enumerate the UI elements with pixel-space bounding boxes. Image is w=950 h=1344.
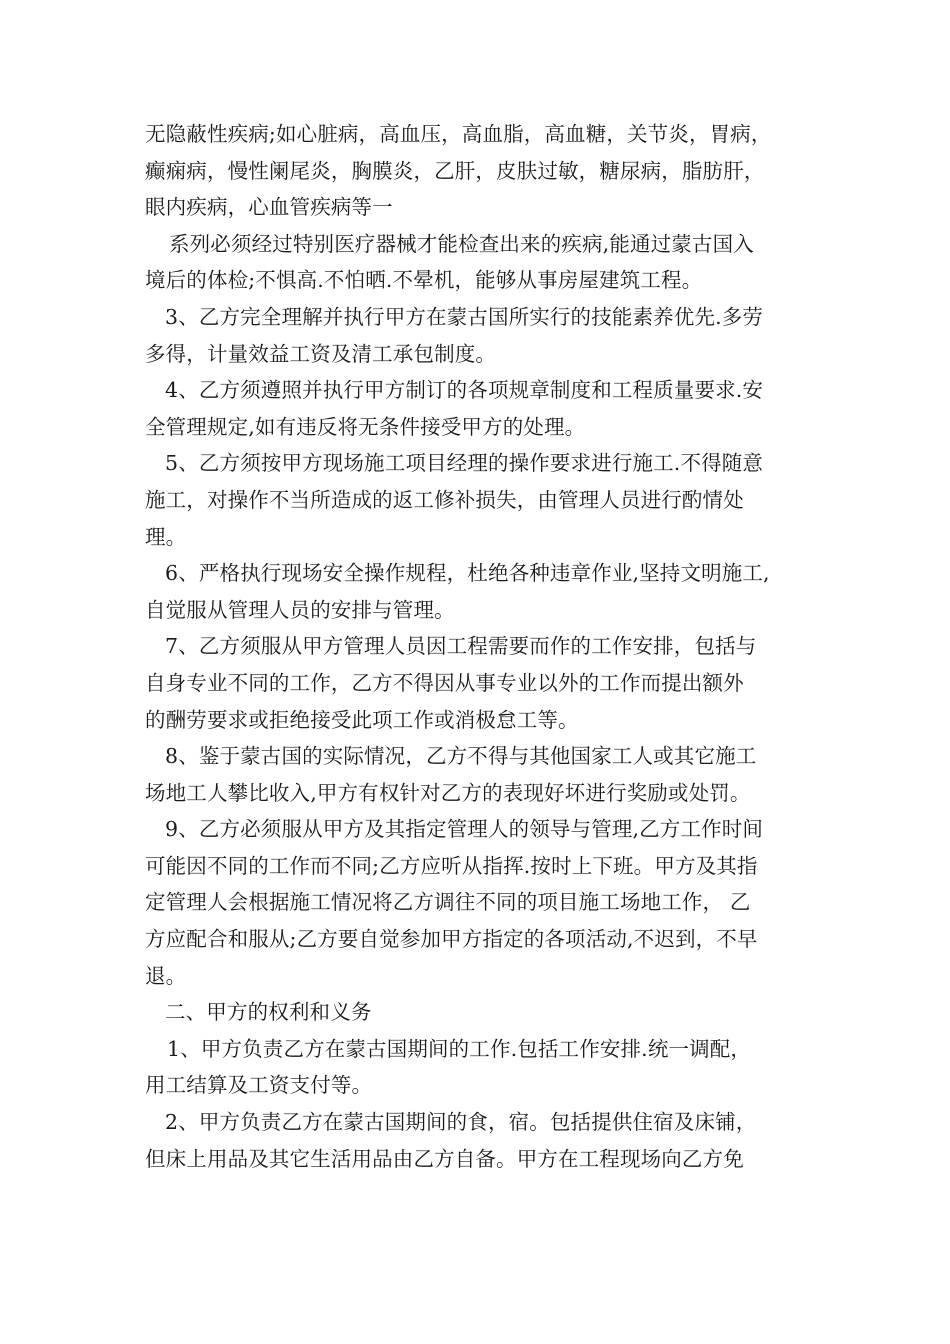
text-line: 用工结算及工资支付等。 xyxy=(145,1073,373,1098)
paragraph-health xyxy=(145,116,817,226)
text-line: 5、乙方须按甲方现场施工项目经理的操作要求进行施工.不得随意 xyxy=(165,451,764,476)
text-line: 癫痫病，慢性阑尾炎，胸膜炎，乙肝，皮肤过敏，糖尿病，脂肪肝， xyxy=(145,158,765,183)
text-line: 9、乙方必须服从甲方及其指定管理人的领导与管理,乙方工作时间 xyxy=(165,817,764,842)
text-line: 6、严格执行现场安全操作规程，杜绝各种违章作业,坚持文明施工, xyxy=(165,561,770,586)
text-line: 可能因不同的工作而不同;乙方应听从指挥.按时上下班。甲方及其指 xyxy=(145,853,758,878)
text-line: 7、乙方须服从甲方管理人员因工程需要而作的工作安排，包括与 xyxy=(165,634,757,659)
text-line: 1、甲方负责乙方在蒙古国期间的工作.包括工作安排.统一调配， xyxy=(167,1036,752,1061)
text-line: 全管理规定,如有违反将无条件接受甲方的处理。 xyxy=(145,414,586,439)
text-line: 4、乙方须遵照并执行甲方制订的各项规章制度和工程质量要求.安 xyxy=(165,378,764,403)
text-line: 无隐蔽性疾病;如心脏病，高血压，高血脂，高血糖，关节炎，胃病， xyxy=(145,122,772,146)
text-line: 定管理人会根据施工情况将乙方调往不同的项目施工场地工作， 乙 xyxy=(145,890,751,915)
text-line: 自身专业不同的工作，乙方不得因从事专业以外的工作而提出额外 xyxy=(145,670,744,695)
paragraph-health-cont xyxy=(145,226,817,299)
text-line: 眼内疾病，心血管疾病等一 xyxy=(145,195,393,220)
text-line: 但床上用品及其它生活用品由乙方自备。甲方在工程现场向乙方免 xyxy=(145,1146,744,1171)
text-line: 自觉服从管理人员的安排与管理。 xyxy=(145,597,455,622)
text-line: 系列必须经过特别医疗器械才能检查出来的疾病,能通过蒙古国入 xyxy=(169,231,754,256)
text-line: 方应配合和服从;乙方要自觉参加甲方指定的各项活动,不迟到，不早 xyxy=(145,927,758,952)
text-line: 8、鉴于蒙古国的实际情况，乙方不得与其他国家工人或其它施工 xyxy=(165,744,757,769)
text-line: 多得，计量效益工资及清工承包制度。 xyxy=(145,341,497,366)
paragraph-item-9 xyxy=(145,811,817,994)
paragraph-item-4 xyxy=(145,372,817,445)
paragraph-a-item-2 xyxy=(145,1104,817,1177)
text-line: 的酬劳要求或拒绝接受此项工作或消极怠工等。 xyxy=(145,707,579,732)
text-line: 施工，对操作不当所造成的返工修补损失，由管理人员进行酌情处 xyxy=(145,487,744,512)
paragraph-a-item-1 xyxy=(145,1031,817,1104)
paragraph-item-6 xyxy=(145,555,817,628)
paragraph-item-7 xyxy=(145,628,817,738)
paragraph-item-5 xyxy=(145,445,817,555)
text-line: 二、甲方的权利和义务 xyxy=(165,1000,372,1025)
text-line: 理。 xyxy=(145,524,187,549)
text-line: 2、甲方负责乙方在蒙古国期间的食，宿。包括提供住宿及床铺， xyxy=(165,1110,757,1135)
text-line: 退。 xyxy=(145,963,187,988)
text-line: 3、乙方完全理解并执行甲方在蒙古国所实行的技能素养优先.多劳 xyxy=(165,304,764,329)
text-line: 场地工人攀比收入,甲方有权针对乙方的表现好坏进行奖励或处罚。 xyxy=(145,780,751,805)
paragraph-section-2 xyxy=(145,994,817,1031)
paragraph-item-3 xyxy=(145,299,817,372)
text-line: 境后的体检;不惧高.不怕晒.不晕机，能够从事房屋建筑工程。 xyxy=(145,268,703,293)
paragraph-item-8 xyxy=(145,738,817,811)
document-page xyxy=(145,116,817,1177)
